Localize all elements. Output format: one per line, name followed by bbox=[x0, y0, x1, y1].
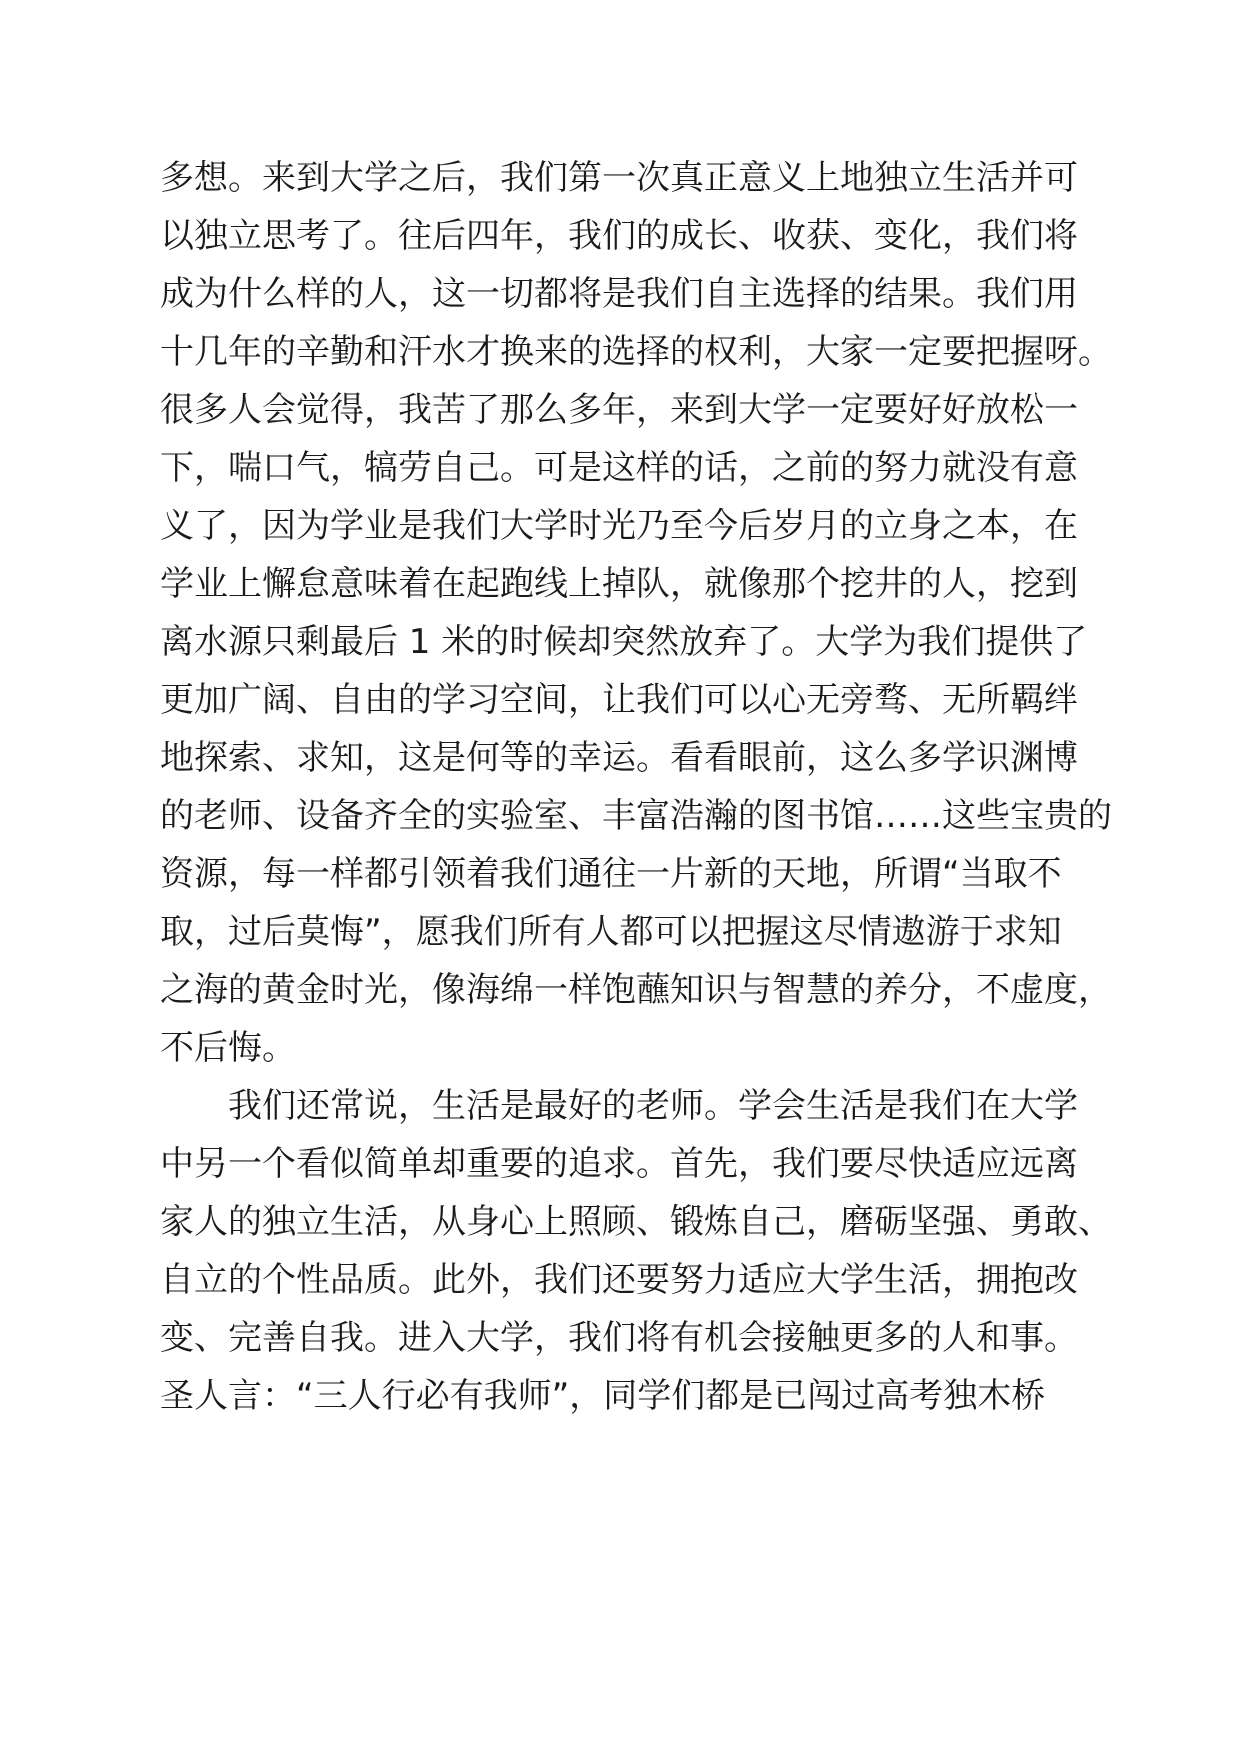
text-line-9: 离水源只剩最后 1 米的时候却突然放弃了。大学为我们提供了 bbox=[160, 622, 1088, 662]
text-line-6: 下，喘口气，犒劳自己。可是这样的话，之前的努力就没有意 bbox=[160, 448, 1078, 488]
text-line-20: 自立的个性品质。此外，我们还要努力适应大学生活，拥抱改 bbox=[160, 1260, 1078, 1300]
text-line-21: 变、完善自我。进入大学，我们将有机会接触更多的人和事。 bbox=[160, 1318, 1078, 1358]
text-line-1: 多想。来到大学之后，我们第一次真正意义上地独立生活并可 bbox=[160, 158, 1078, 198]
text-line-22: 圣人言：“三人行必有我师”，同学们都是已闯过高考独木桥 bbox=[160, 1376, 1046, 1416]
text-line-19: 家人的独立生活，从身心上照顾、锻炼自己，磨砺坚强、勇敢、 bbox=[160, 1202, 1112, 1242]
text-line-18: 中另一个看似简单却重要的追求。首先，我们要尽快适应远离 bbox=[160, 1144, 1078, 1184]
text-line-13: 资源，每一样都引领着我们通往一片新的天地，所谓“当取不 bbox=[160, 854, 1062, 894]
text-line-16: 不后悔。 bbox=[160, 1028, 296, 1068]
text-line-11: 地探索、求知，这是何等的幸运。看看眼前，这么多学识渊博 bbox=[160, 738, 1078, 778]
text-line-8: 学业上懈怠意味着在起跑线上掉队，就像那个挖井的人，挖到 bbox=[160, 564, 1078, 604]
text-line-7: 义了，因为学业是我们大学时光乃至今后岁月的立身之本，在 bbox=[160, 506, 1078, 546]
text-line-10: 更加广阔、自由的学习空间，让我们可以心无旁骛、无所羁绊 bbox=[160, 680, 1078, 720]
text-line-3: 成为什么样的人，这一切都将是我们自主选择的结果。我们用 bbox=[160, 274, 1078, 314]
text-line-2: 以独立思考了。往后四年，我们的成长、收获、变化，我们将 bbox=[160, 216, 1078, 256]
text-line-5: 很多人会觉得，我苦了那么多年，来到大学一定要好好放松一 bbox=[160, 390, 1078, 430]
text-line-15: 之海的黄金时光，像海绵一样饱蘸知识与智慧的养分，不虚度， bbox=[160, 970, 1112, 1010]
text-line-14: 取，过后莫悔”，愿我们所有人都可以把握这尽情遨游于求知 bbox=[160, 912, 1062, 952]
text-line-12: 的老师、设备齐全的实验室、丰富浩瀚的图书馆……这些宝贵的 bbox=[160, 796, 1112, 836]
text-line-4: 十几年的辛勤和汗水才换来的选择的权利，大家一定要把握呀。 bbox=[160, 332, 1112, 372]
text-line-17: 我们还常说，生活是最好的老师。学会生活是我们在大学 bbox=[160, 1086, 1078, 1126]
